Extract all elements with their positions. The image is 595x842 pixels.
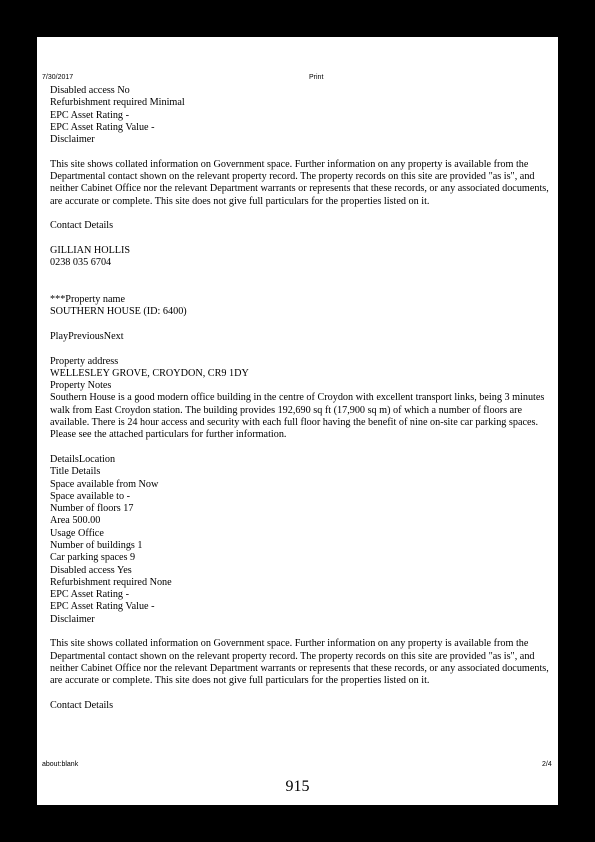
property-address-label: Property address	[50, 355, 119, 367]
property-name-label: ***Property name	[50, 294, 125, 306]
space-from-row: Space available from Now	[50, 478, 159, 490]
epc-value-row: EPC Asset Rating Value -	[50, 121, 155, 133]
area-row: Area 500.00	[50, 515, 101, 527]
property-notes-label: Property Notes	[50, 380, 112, 392]
gallery-nav[interactable]: PlayPreviousNext	[50, 330, 124, 342]
print-title: Print	[309, 74, 324, 81]
details-location-tabs[interactable]: DetailsLocation	[50, 453, 116, 465]
title-row: Title Details	[50, 466, 101, 478]
disabled-access-row-2: Disabled access Yes	[50, 564, 132, 576]
contact-phone: 0238 035 6704	[50, 257, 112, 269]
page-number: 915	[285, 778, 310, 795]
floors-row: Number of floors 17	[50, 503, 134, 515]
epc-rating-row-2: EPC Asset Rating -	[50, 589, 129, 601]
contact-heading: Contact Details	[50, 220, 114, 232]
buildings-row: Number of buildings 1	[50, 539, 143, 551]
refurbishment-row-2: Refurbishment required None	[50, 576, 172, 588]
property-name-value: SOUTHERN HOUSE (ID: 6400)	[50, 306, 187, 318]
car-parking-row: Car parking spaces 9	[50, 552, 136, 564]
space-to-row: Space available to -	[50, 490, 131, 502]
disclaimer-text: This site shows collated information on Government space. Further information on any property is available from the Departmental contact shown on the relevant property record. The property records on this site are provided "as is", and neither Cabinet Office nor the relevant Department warrants or represents that these records, or any associated documents, are accurate or complete. This site does not give full particulars for the properties listed on it.	[50, 158, 549, 207]
refurbishment-row: Refurbishment required Minimal	[50, 97, 185, 109]
disclaimer-heading: Disclaimer	[50, 134, 95, 146]
footer-url: about:blank	[42, 761, 79, 768]
footer-page: 2/4	[542, 761, 552, 768]
usage-row: Usage Office	[50, 527, 104, 539]
print-date: 7/30/2017	[42, 74, 74, 81]
disclaimer-heading-2: Disclaimer	[50, 613, 95, 625]
contact-name: GILLIAN HOLLIS	[50, 244, 131, 256]
printed-page	[37, 37, 558, 805]
contact-heading-2: Contact Details	[50, 699, 114, 711]
disabled-access-row: Disabled access No	[50, 85, 130, 96]
epc-rating-row: EPC Asset Rating -	[50, 109, 129, 121]
page-content	[50, 85, 550, 712]
epc-value-row-2: EPC Asset Rating Value -	[50, 601, 155, 613]
property-address-value: WELLESLEY GROVE, CROYDON, CR9 1DY	[50, 367, 249, 379]
property-notes-text: Southern House is a good modern office building in the centre of Croydon with excellent transport links, being 3 minutes walk from East Croydon station. The building provides 192,690 sq ft (17,900 sq m) of which a number of floors are available. There is 24 hour access and security with each full floor having the benefit of nine on-site car parking spaces. Please see the attached particulars for further information.	[50, 392, 545, 441]
disclaimer-text-2: This site shows collated information on Government space. Further information on any property is available from the Departmental contact shown on the relevant property record. The property records on this site are provided "as is", and neither Cabinet Office nor the relevant Department warrants or represents that these records, or any associated documents, are accurate or complete. This site does not give full particulars for the properties listed on it.	[50, 638, 549, 687]
